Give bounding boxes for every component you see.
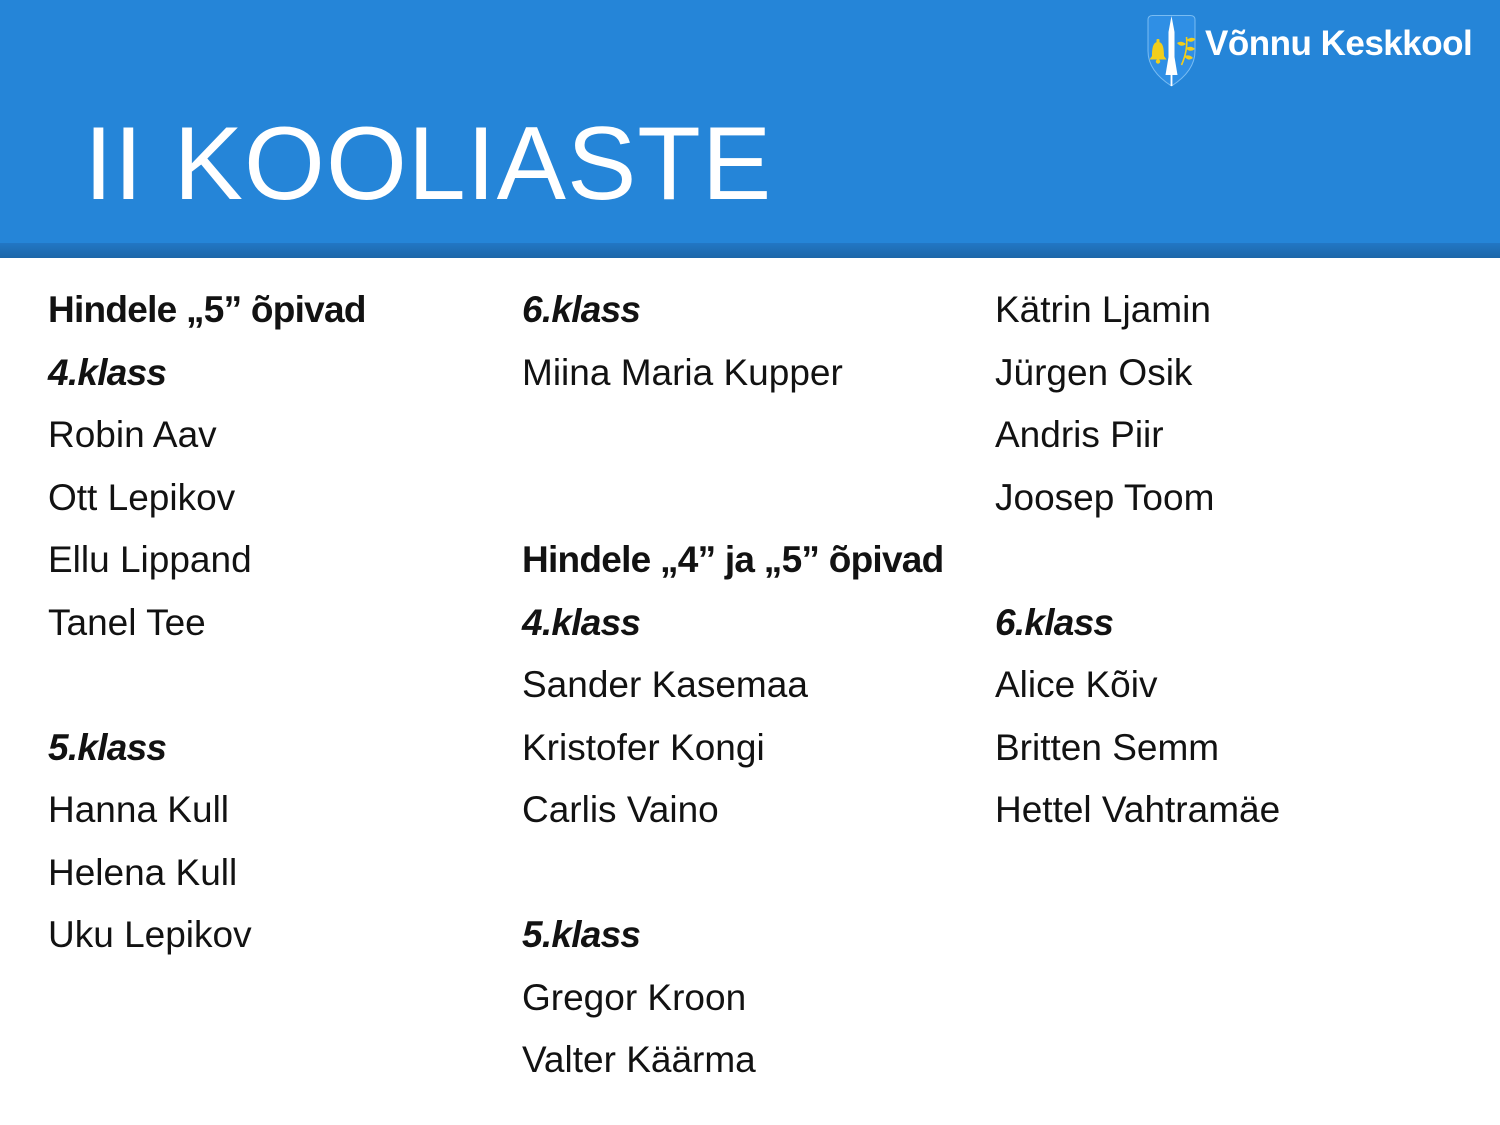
spacer bbox=[48, 654, 523, 717]
spacer bbox=[522, 842, 997, 905]
student-name: Britten Semm bbox=[995, 726, 1220, 768]
student-name: Miina Maria Kupper bbox=[522, 351, 843, 393]
section-heading: 4.klass bbox=[48, 351, 167, 393]
student-name: Tanel Tee bbox=[48, 601, 206, 643]
student-name: Jürgen Osik bbox=[995, 351, 1193, 393]
spacer bbox=[995, 529, 1470, 592]
slide-title: II KOOLIASTE bbox=[84, 106, 773, 222]
section-heading: 6.klass bbox=[995, 601, 1114, 643]
student-name: Helena Kull bbox=[48, 851, 238, 893]
section-heading: 5.klass bbox=[48, 726, 167, 768]
section-heading: 4.klass bbox=[522, 601, 641, 643]
column-1 bbox=[48, 279, 523, 967]
slide-header bbox=[0, 0, 1500, 258]
student-name: Alice Kõiv bbox=[995, 664, 1158, 705]
student-name: Uku Lepikov bbox=[48, 914, 252, 955]
student-name: Ott Lepikov bbox=[48, 476, 236, 518]
spacer bbox=[522, 404, 997, 467]
section-heading: Hindele „5” õpivad bbox=[48, 289, 366, 330]
student-name: Sander Kasemaa bbox=[522, 664, 808, 705]
student-name: Hanna Kull bbox=[48, 789, 230, 830]
student-name: Joosep Toom bbox=[995, 476, 1215, 518]
content bbox=[0, 258, 1500, 1125]
section-heading: 6.klass bbox=[522, 289, 641, 330]
section-heading: Hindele „4” ja „5” õpivad bbox=[522, 539, 944, 580]
student-name: Carlis Vaino bbox=[522, 789, 719, 830]
spacer bbox=[522, 467, 997, 530]
column-3 bbox=[995, 279, 1470, 842]
student-name: Kätrin Ljamin bbox=[995, 289, 1211, 330]
student-name: Hettel Vahtramäe bbox=[995, 789, 1281, 830]
student-name: Gregor Kroon bbox=[522, 976, 747, 1018]
student-name: Valter Käärma bbox=[522, 1039, 756, 1080]
header-strip bbox=[0, 243, 1500, 258]
student-name: Ellu Lippand bbox=[48, 539, 252, 580]
school-name: Võnnu Keskkool bbox=[1205, 24, 1473, 63]
school-crest-icon bbox=[1143, 13, 1200, 91]
student-name: Kristofer Kongi bbox=[522, 726, 765, 768]
school-logo bbox=[0, 0, 1500, 258]
section-heading: 5.klass bbox=[522, 914, 641, 955]
student-name: Andris Piir bbox=[995, 414, 1164, 455]
column-2 bbox=[522, 279, 997, 1092]
student-name: Robin Aav bbox=[48, 414, 217, 455]
